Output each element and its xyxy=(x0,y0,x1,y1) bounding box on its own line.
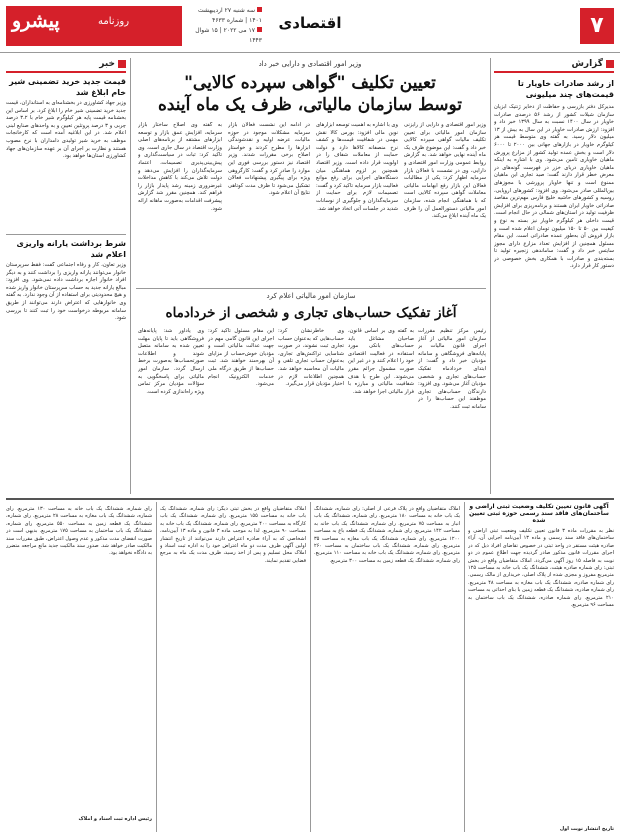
right-column-body: مدیرکل دفتر بازرسی و حفاظت از ذخایر ژنتیک آبزیان سازمان شیلات کشور از رشد ۵۶ درصدی صادرات خاویار در سال ۱۴۰۰ نسبت به سال ۱۳۹۹ خبر داد و افزود: ارزش صادرات خاویار در این سال به بیش از ۱۳ میلیون دلار رسید. به گفته وی متوسط قیمت هر کیلوگرم خاویار در بازارهای جهانی بین ۲۰۰۰ تا ۶۰۰۰ دلار است و بخش عمده تولید کشور از مزارع پرورش ماهیان خاویاری تامین می‌شود. وی با اشاره به اینکه ماهیان خاویاری دریای خزر در فهرست گونه‌های در معرض خطر قرار دارند گفت: صید تجاری این ماهیان ممنوع است و تنها خاویار پرورشی با مجوزهای بین‌المللی صادر می‌شود. وی افزود: کشورهای اروپایی، روسیه و کشورهای حاشیه خلیج فارس مهم‌ترین مقاصد صادراتی خاویار ایران هستند و برنامه‌ریزی برای افزایش ظرفیت تولید در استان‌های شمالی در حال انجام است. قیمت داخلی هر کیلوگرم خاویار نیز بسته به نوع و کیفیت بین ۵۰ تا ۱۵۰ میلیون تومان اعلام شده است و بازار فروش آن به‌طور عمده صادراتی است. این مقام مسئول همچنین از افزایش تعداد مزارع دارای مجوز سایتس خبر داد و گفت: ساماندهی زنجیره تولید تا بسته‌بندی و صادرات با همکاری بخش خصوصی در دستور کار قرار دارد. xyxy=(494,104,614,270)
main-story-kicker: وزیر امور اقتصادی و دارایی خبر داد xyxy=(258,60,362,68)
rubric-news xyxy=(6,57,126,73)
second-story-column-3: وی خاطرنشان کرد: حساب‌هایی که به‌عنوان حساب تجاری ثبت نشوند، در صورت شناسایی تراکنش‌های تجاری، به‌عنوان حساب تجاری تلقی و مالیات آن محاسبه خواهد شد. همچنین اطلاعات لازم در اختیار مؤدیان قرار می‌گیرد. xyxy=(278,328,344,388)
rubric-report xyxy=(494,57,614,73)
right-column-headline: از رشد صادرات خاویار تا قیمت‌های چند میلیونی xyxy=(517,79,614,99)
page-header xyxy=(0,0,620,53)
masthead-logo xyxy=(6,6,182,46)
main-story-column-4: به گفته وی اصلاح ساختار بازار سرمایه، افزایش عمق بازار و توسعه ابزارهای مشتقه از برنامه‌های اصلی وزارت اقتصاد در سال جاری است. وی تاکید کرد: ثبات در سیاست‌گذاری و پیش‌بینی‌پذیری تصمیمات، اعتماد سرمایه‌گذاران را افزایش می‌دهد و دولت تلاش می‌کند با کاهش مداخلات غیرضروری زمینه رشد پایدار بازار را فراهم کند. همچنین مقرر شد گزارش پیشرفت اقدامات به‌صورت ماهانه ارائه شود. xyxy=(138,122,222,212)
masthead-name: پیشرو xyxy=(12,10,60,32)
story-divider xyxy=(136,288,486,289)
date-line-2: ۱۷ می ۲۰۲۲ | ۱۵ شوال ۱۴۴۳ xyxy=(195,27,262,44)
column-divider xyxy=(130,58,131,494)
second-story-column-2: به گفته وی بر اساس قانون، صاحبان مشاغل باید حساب‌های بانکی مورد استفاده در فعالیت اقتصادی خود را اعلام کنند و در غیر این صورت مشمول جرائم مقرر می‌شوند. این طرح با هدف شفافیت مالیاتی و مبارزه با فرار مالیاتی اجرا خواهد شد. xyxy=(348,328,414,395)
issue-date xyxy=(188,6,262,46)
second-story-column-5: وی یادآور شد: پایانه‌های فروشگاهی باید تا پایان مهلت تعیین شده به سامانه متصل شوند و اطلاعات صورتحساب‌ها به‌صورت برخط ارسال گردد. سازمان امور مالیاتی برای پاسخگویی به سؤالات مؤدیان مرکز تماس ویژه راه‌اندازی کرده است. xyxy=(138,328,204,395)
main-story-column-3: در ادامه این نشست فعالان بازار سرمایه مشکلات موجود در حوزه مالیات، عرضه اولیه و نقدشوندگی ابزارها را مطرح کردند و خواستار اصلاح برخی مقررات شدند. وزیر اقتصاد نیز دستور بررسی فوری این موارد را صادر کرد و گفت: کارگروهی ویژه برای پیگیری پیشنهادات فعالان تشکیل می‌شود تا ظرف مدت کوتاهی نتایج آن اعلام شود. xyxy=(228,122,310,197)
page-number-badge: ۷ xyxy=(580,8,614,44)
legal-notice-signature xyxy=(6,816,152,832)
main-story-column-1: وزیر امور اقتصادی و دارایی از رایزنی سازمان امور مالیاتی برای تعیین تکلیف مالیات گواهی سپرده کالایی خبر داد و گفت: این موضوع ظرف یک ماه آینده نهایی خواهد شد. به گزارش روابط عمومی وزارت امور اقتصادی و دارایی، وی در نشست با فعالان بازار سرمایه اظهار کرد: یکی از مطالبات فعالان این بازار رفع ابهامات مالیاتی معاملات گواهی سپرده کالایی است که با هماهنگی انجام شده، سازمان امور مالیاتی دستورالعمل آن را ظرف یک ماه آینده ابلاغ می‌کند. xyxy=(404,122,486,220)
legal-notice-column-1: نظر به مقررات ماده ۳ قانون تعیین تکلیف وضعیت ثبتی اراضی و ساختمان‌های فاقد سند رسمی و ماده ۱۳ آیین‌نامه اجرایی آن، آراء صادره هیئت مستقر در واحد ثبتی در خصوص تقاضای افراد ذیل که در اجرای مقررات قانون مذکور صادر گردیده جهت اطلاع عموم در دو نوبت به فاصله ۱۵ روز آگهی می‌گردد. املاک متقاضیان واقع در بخش ثبتی: رای شماره صادره هیئت، ششدانگ یک باب خانه به مساحت ۱۲۵ مترمربع مفروز و مجزی شده از پلاک اصلی، خریداری از مالک رسمی. رای شماره صادره، ششدانگ یک باب مغازه به مساحت ۴۸ مترمربع. رای شماره صادره، ششدانگ یک قطعه زمین با بنای احداثی به مساحت ۲۱۰ مترمربع. رای شماره صادره، ششدانگ یک باب ساختمان به مساحت ۹۶ مترمربع. xyxy=(468,528,614,609)
main-story-headline-2: توسط سازمان مالیاتی، ظرف یک ماه آینده xyxy=(157,95,463,115)
second-story-kicker: سازمان امور مالیاتی اعلام کرد xyxy=(266,292,356,300)
legal-notice-signature-text: رئیس اداره ثبت اسناد و املاک xyxy=(78,816,152,822)
story-divider xyxy=(6,234,126,235)
section-title: اقتصادی xyxy=(278,14,342,32)
left-news-body-1: وزیر جهاد کشاورزی در بخشنامه‌ای به استانداران، قیمت جدید خرید تضمینی شیر خام را ابلاغ کرد. بر اساس این بخشنامه قیمت پایه هر کیلوگرم شیر خام با ۳.۲ درصد چربی و ۳ درصد پروتئین تعیین و به واحدهای صنایع لبنی اعلام شد. در این ابلاغیه آمده است که کارخانجات موظف به خرید شیر تولیدی دامداران با نرخ مصوب هستند و نظارت بر اجرای آن بر عهده سازمان‌های جهاد کشاورزی استان‌ها خواهد بود. xyxy=(6,100,126,160)
left-news-headline-1: قیمت جدید خرید تضمینی شیر خام ابلاغ شد xyxy=(9,77,126,97)
masthead-tag: روزنامه xyxy=(98,16,130,27)
rubric-marker-icon xyxy=(606,60,614,68)
column-divider xyxy=(464,502,465,832)
main-story-headline-1: تعیین تکلیف "گواهی سپرده کالایی" xyxy=(184,73,436,93)
legal-notice-date-text: تاریخ انتشار نوبت اول xyxy=(559,826,614,832)
column-divider xyxy=(310,502,311,832)
legal-notice-date xyxy=(468,826,614,836)
second-story-headline: آغاز تفکیک حساب‌های تجاری و شخصی از خردادماه xyxy=(165,305,457,321)
legal-notice-column-4: رای شماره، ششدانگ یک باب خانه به مساحت ۱۳۰ مترمربع. رای شماره، ششدانگ یک باب مغازه به مساحت ۲۸ مترمربع. رای شماره، ششدانگ یک قطعه زمین به مساحت ۵۵۰ مترمربع. رای شماره، ششدانگ یک باب ساختمان به مساحت ۱۷۵ مترمربع. بدیهی است در صورت انقضای مدت مذکور و عدم وصول اعتراض، طبق مقررات سند مالکیت صادر خواهد شد. صدور سند مالکیت جدید مانع مراجعه متضرر به دادگاه نخواهد بود. xyxy=(6,506,152,557)
rubric-marker-icon xyxy=(118,60,126,68)
date-line-1: سه شنبه ۲۷ اردیبهشت ۱۴۰۱ | شماره ۴۶۳۳ xyxy=(197,7,262,24)
column-divider xyxy=(156,502,157,832)
legal-notice-column-3: املاک متقاضیان واقع در بخش ثبتی دیگر: رای شماره، ششدانگ یک باب خانه به مساحت ۱۵۵ مترمربع. رای شماره، ششدانگ یک باب کارگاه به مساحت ۴۰۰ مترمربع. رای شماره، ششدانگ یک باب خانه به مساحت ۹۰ مترمربع. لذا به موجب ماده ۳ قانون و ماده ۱۳ آیین‌نامه، اشخاصی که به آراء صادره اعتراض دارند می‌توانند از تاریخ انتشار اولین آگهی ظرف مدت دو ماه اعتراض خود را به اداره ثبت اسناد و املاک محل تسلیم و پس از اخذ رسید، ظرف مدت یک ماه به مرجع قضایی تقدیم نمایند. xyxy=(160,506,306,564)
section-divider xyxy=(6,498,614,500)
second-story-column-1: رئیس مرکز تنظیم مقررات سازمان امور مالیاتی از آغاز اجرای قانون مالیات بر پایانه‌های فروشگاهی و سامانه مؤدیان خبر داد و گفت: از ابتدای خردادماه تفکیک حساب‌های تجاری و شخصی مؤدیان آغاز می‌شود. وی افزود: دارندگان حساب‌های تجاری موظفند این حساب‌ها را در سامانه ثبت کنند. xyxy=(418,328,486,410)
main-story-column-2: وی با اشاره به اهمیت توسعه ابزارهای نوین مالی افزود: بورس کالا نقش مهمی در شفافیت قیمت‌ها و کشف نرخ منصفانه کالاها دارد و دولت حمایت از معاملات شفاف را در اولویت قرار داده است. وزیر اقتصاد همچنین بر لزوم هماهنگی میان دستگاه‌های اجرایی برای رفع موانع فعالیت بازار سرمایه تاکید کرد و گفت: تصمیمات لازم برای حمایت از سرمایه‌گذاران و جلوگیری از نوسانات شدید در جلسات آتی اتخاذ خواهد شد. xyxy=(316,122,398,212)
rubric-news-label: خبر xyxy=(99,59,115,69)
second-story-column-4: این مقام مسئول تاکید کرد: اجرای این قانون گامی مهم در جهت عدالت مالیاتی است و مؤدیان خوش‌حساب از مزایای آن بهره‌مند خواهند شد. ثبت حساب‌ها از طریق درگاه ملی خدمات الکترونیک انجام می‌شود. xyxy=(208,328,274,388)
rubric-report-label: گزارش xyxy=(571,59,603,69)
left-news-headline-2: شرط برداشت یارانه واریزی اعلام شد xyxy=(16,239,126,259)
column-divider xyxy=(490,58,491,494)
left-news-body-2: وزیر تعاون، کار و رفاه اجتماعی گفت: فقط سرپرستان خانوار می‌توانند یارانه واریزی را برداشت کنند و به دیگر افراد خانوار اجازه برداشت داده نمی‌شود. وی افزود: مبالغ یارانه جدید به حساب سرپرستان خانوار واریز شده و هیچ محدودیتی برای استفاده از آن وجود ندارد. به گفته وی خانوارهایی که اعتراض دارند می‌توانند از طریق سامانه مربوطه درخواست خود را ثبت کنند تا بررسی شود. xyxy=(6,262,126,322)
legal-notice-column-2: املاک متقاضیان واقع در پلاک فرعی از اصلی: رای شماره، ششدانگ یک باب خانه به مساحت ۱۸۰ مترمربع. رای شماره، ششدانگ یک باب انبار به مساحت ۷۵ مترمربع. رای شماره، ششدانگ یک باب خانه به مساحت ۱۴۲ مترمربع. رای شماره، ششدانگ یک قطعه باغ به مساحت ۱۲۰۰ مترمربع. رای شماره، ششدانگ یک باب مغازه به مساحت ۳۵ مترمربع. رای شماره، ششدانگ یک باب ساختمان به مساحت ۲۶۰ مترمربع. رای شماره، ششدانگ یک باب خانه به مساحت ۱۱۰ مترمربع. رای شماره، ششدانگ یک قطعه زمین به مساحت ۳۰۰ مترمربع. xyxy=(314,506,460,564)
legal-notice-title: آگهی قانون تعیین تکلیف وضعیت ثبتی اراضی و ساختمان‌های فاقد سند رسمی حوزه ثبتی تعیین شده xyxy=(469,503,609,524)
